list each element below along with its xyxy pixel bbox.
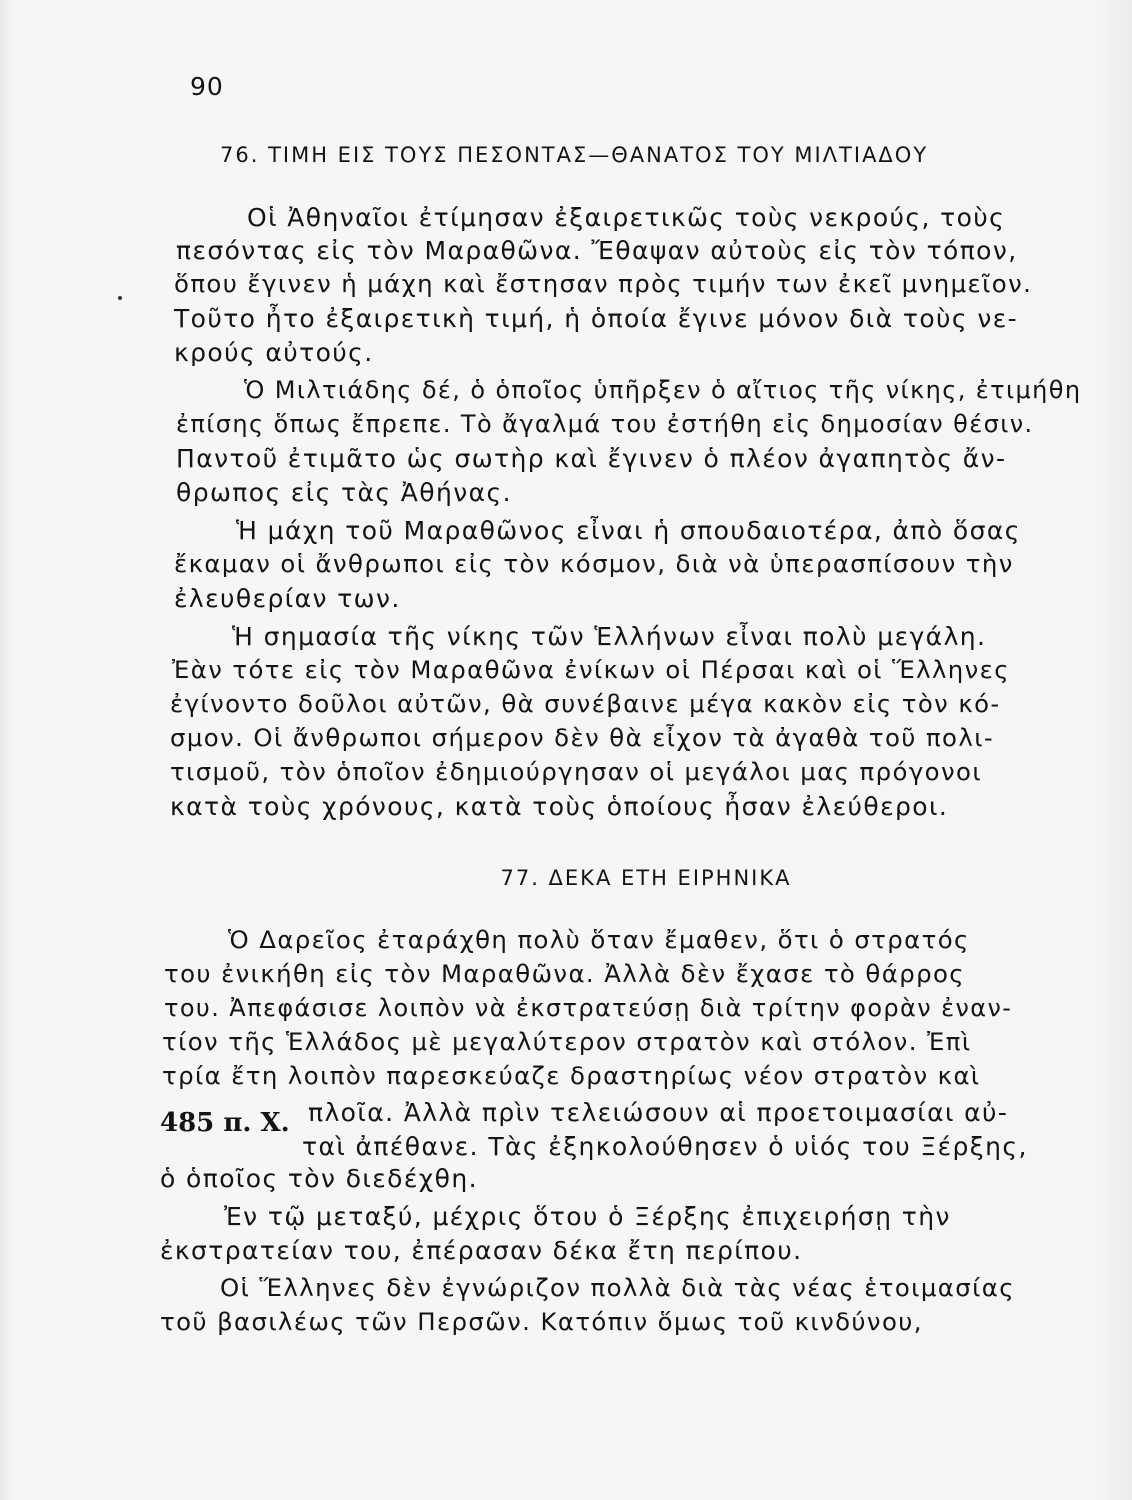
text-line: Ὁ Μιλτιάδης δέ, ὁ ὁποῖος ὑπῆρξεν ὁ αἴτιος τῆς νίκης, ἐτιμήθη bbox=[244, 376, 1082, 404]
text-line: τοῦ βασιλέως τῶν Περσῶν. Κατόπιν ὅμως τοῦ κινδύνου, bbox=[160, 1307, 923, 1336]
text-line: ἔκαμαν οἱ ἄνθρωποι εἰς τὸν κόσμον, διὰ νὰ ὑπερασπίσουν τὴν bbox=[174, 549, 1014, 578]
text-line: του. Ἀπεφάσισε λοιπὸν νὰ ἐκστρατεύσῃ διὰ τρίτην φορὰν ἐναν- bbox=[164, 994, 1013, 1022]
section-76-heading: 76. ΤΙΜΗ ΕΙΣ ΤΟΥΣ ΠΕΣΟΝΤΑΣ—ΘΑΝΑΤΟΣ ΤΟΥ ΜΙΛΤΙΑΔΟΥ bbox=[220, 143, 929, 167]
section-77-heading: 77. ΔΕΚΑ ΕΤΗ ΕΙΡΗΝΙΚΑ bbox=[500, 866, 792, 890]
page-number: 90 bbox=[190, 72, 224, 101]
text-line: ἐγίνοντο δοῦλοι αὐτῶν, θὰ συνέβαινε μέγα κακὸν εἰς τὸν κό- bbox=[170, 689, 1001, 718]
text-line: κρούς αὐτούς. bbox=[174, 338, 374, 367]
text-line: ταὶ ἀπέθανε. Τὰς ἐξηκολούθησεν ὁ υἱός του Ξέρξης, bbox=[302, 1132, 1028, 1161]
text-line: ὅπου ἔγινεν ἡ μάχη καὶ ἔστησαν πρὸς τιμήν των ἐκεῖ μνημεῖον. bbox=[174, 269, 1033, 298]
text-line: Ἡ μάχη τοῦ Μαραθῶνος εἶναι ἡ σπουδαιοτέρα, ἀπὸ ὅσας bbox=[236, 516, 1021, 545]
text-line: του ἐνικήθη εἰς τὸν Μαραθῶνα. Ἀλλὰ δὲν ἔχασε τὸ θάρρος bbox=[164, 959, 966, 988]
text-line: Παντοῦ ἐτιμᾶτο ὡς σωτὴρ καὶ ἔγινεν ὁ πλέον ἀγαπητὸς ἄν- bbox=[176, 444, 1007, 473]
text-line: ἐκστρατείαν του, ἐπέρασαν δέκα ἔτη περίπου. bbox=[160, 1236, 803, 1265]
text-line: ὁ ὁποῖος τὸν διεδέχθη. bbox=[160, 1164, 478, 1193]
text-line: ἐπίσης ὅπως ἔπρεπε. Τὸ ἄγαλμά του ἐστήθη εἰς δημοσίαν θέσιν. bbox=[176, 410, 1034, 438]
text-line: πεσόντας εἰς τὸν Μαραθῶνα. Ἔθαψαν αὐτοὺς εἰς τὸν τόπον, bbox=[176, 236, 1018, 265]
text-line: θρωπος εἰς τὰς Ἀθήνας. bbox=[176, 478, 512, 507]
text-line: Οἱ Ἀθηναῖοι ἐτίμησαν ἐξαιρετικῶς τοὺς νεκρούς, τοὺς bbox=[247, 203, 1006, 232]
text-line: τρία ἔτη λοιπὸν παρεσκεύαζε δραστηρίως νέον στρατὸν καὶ bbox=[162, 1061, 981, 1090]
text-line: πλοῖα. Ἀλλὰ πρὶν τελειώσουν αἱ προετοιμασίαι αὐ- bbox=[308, 1098, 1009, 1127]
speck bbox=[118, 296, 122, 300]
text-line: Ἐν τῷ μεταξύ, μέχρις ὅτου ὁ Ξέρξης ἐπιχειρήσῃ τὴν bbox=[224, 1202, 951, 1231]
text-line: τισμοῦ, τὸν ὁποῖον ἐδημιούργησαν οἱ μεγάλοι μας πρόγονοι bbox=[170, 757, 983, 786]
text-line: κατὰ τοὺς χρόνους, κατὰ τοὺς ὁποίους ἦσαν ἐλεύθεροι. bbox=[170, 792, 949, 821]
margin-date-note: 485 π. Χ. bbox=[160, 1108, 290, 1138]
text-line: τίον τῆς Ἑλλάδος μὲ μεγαλύτερον στρατὸν καὶ στόλον. Ἐπὶ bbox=[162, 1027, 972, 1056]
text-line: Ἐὰν τότε εἰς τὸν Μαραθῶνα ἐνίκων οἱ Πέρσαι καὶ οἱ Ἕλληνες bbox=[172, 655, 1010, 684]
text-line: Ἡ σημασία τῆς νίκης τῶν Ἑλλήνων εἶναι πολὺ μεγάλη. bbox=[232, 622, 987, 651]
text-line: Ὁ Δαρεῖος ἐταράχθη πολὺ ὅταν ἔμαθεν, ὅτι ὁ στρατός bbox=[228, 925, 970, 954]
text-line: Τοῦτο ἦτο ἐξαιρετικὴ τιμή, ἡ ὁποία ἔγινε μόνον διὰ τοὺς νε- bbox=[174, 304, 1019, 333]
text-line: ἐλευθερίαν των. bbox=[174, 584, 401, 613]
text-line: Οἱ Ἕλληνες δὲν ἐγνώριζον πολλὰ διὰ τὰς νέας ἑτοιμασίας bbox=[220, 1273, 1015, 1302]
text-line: σμον. Οἱ ἄνθρωποι σήμερον δὲν θὰ εἶχον τὰ ἀγαθὰ τοῦ πολι- bbox=[170, 723, 995, 752]
